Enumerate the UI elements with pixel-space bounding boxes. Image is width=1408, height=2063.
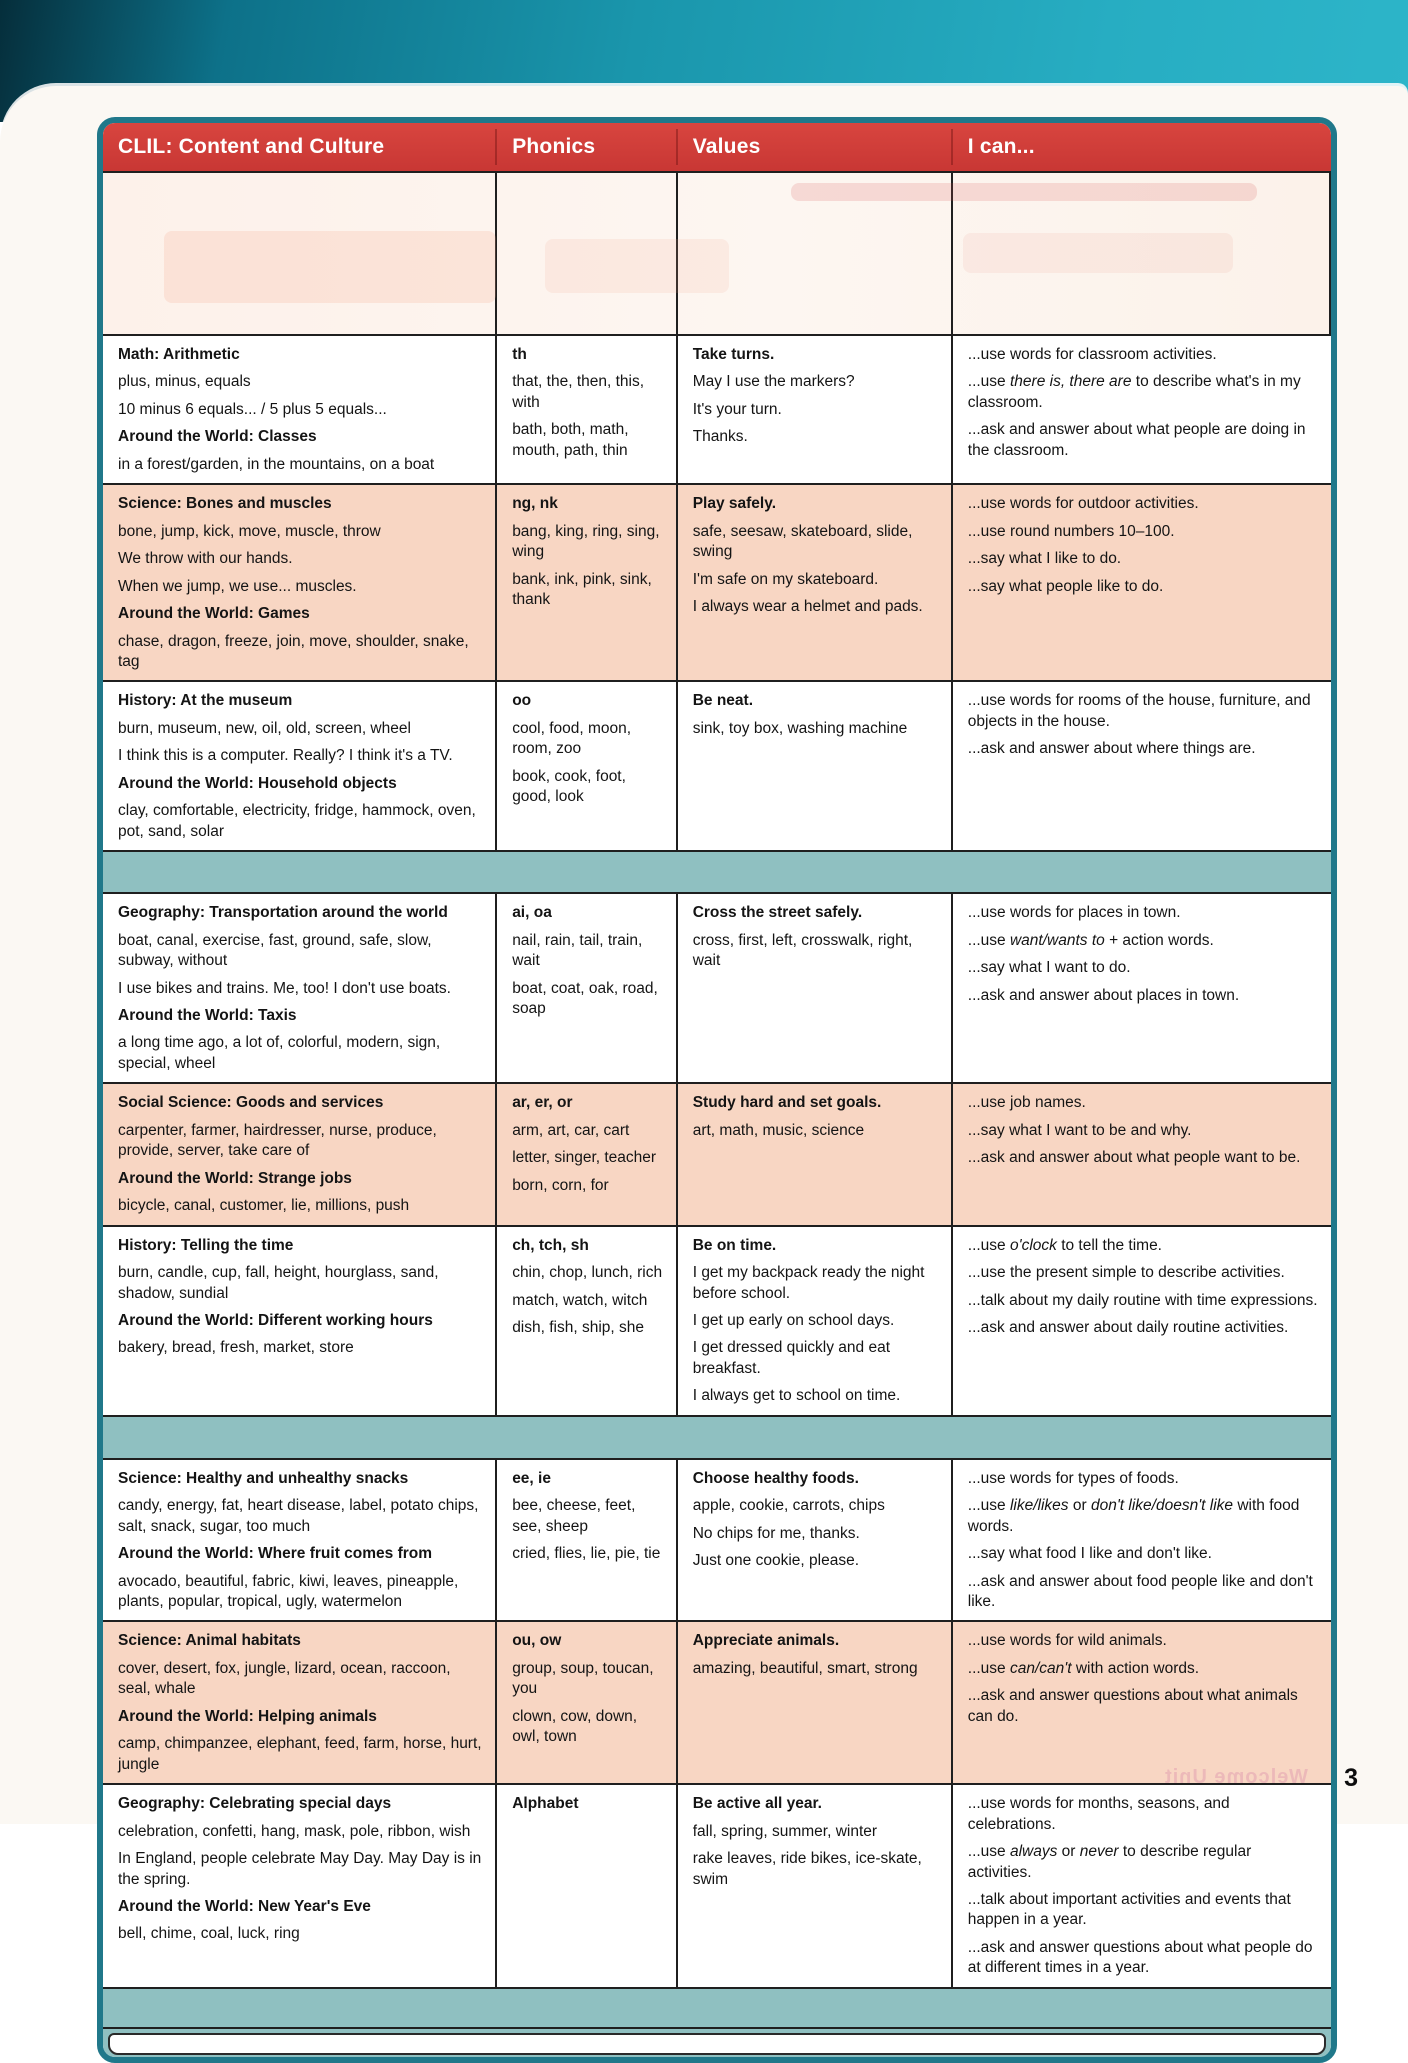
text-line: match, watch, witch xyxy=(512,1291,648,1309)
text-line: ...talk about my daily routine with time expressions. xyxy=(967,1291,1318,1309)
text-line: letter, singer, teacher xyxy=(512,1149,657,1167)
table-header-row xyxy=(103,123,1331,171)
values-cell xyxy=(678,336,953,483)
teal-separator-band xyxy=(103,1987,1331,2027)
text-line: ...ask and answer about what people are doing in the classroom. xyxy=(967,421,1306,459)
text-line: I think this is a computer. Really? I think it's a TV. xyxy=(118,747,453,765)
text-line: ...ask and answer about what people want to be. xyxy=(967,1149,1301,1167)
ican-cell xyxy=(953,682,1331,850)
teal-separator-band xyxy=(103,850,1331,892)
text-line: ...use words for months, seasons, and celebrations. xyxy=(967,1795,1230,1833)
table-row xyxy=(103,483,1331,680)
text-line: cover, desert, fox, jungle, lizard, ocean, raccoon, seal, whale xyxy=(118,1659,451,1698)
text-line: chin, chop, lunch, rich xyxy=(512,1264,663,1282)
text-line: amazing, beautiful, smart, strong xyxy=(692,1659,918,1677)
show-through-footer-text: Welcome Unit xyxy=(1164,1766,1308,1788)
text-line: Around the World: Strange jobs xyxy=(118,1169,352,1187)
clil-cell xyxy=(103,1084,497,1224)
teal-separator-band xyxy=(103,1415,1331,1458)
text-line: dish, fish, ship, she xyxy=(512,1318,645,1336)
values-cell xyxy=(678,894,953,1082)
empty-show-through-row xyxy=(103,171,1331,334)
text-line: History: At the museum xyxy=(118,692,293,710)
ican-cell xyxy=(953,485,1331,680)
text-line: Alphabet xyxy=(512,1795,579,1813)
bottom-strip-inner xyxy=(108,2033,1326,2055)
text-line: bone, jump, kick, move, muscle, throw xyxy=(118,522,381,540)
table-row xyxy=(103,1082,1331,1224)
text-line: I'm safe on my skateboard. xyxy=(692,570,879,588)
text-line: ...use round numbers 10–100. xyxy=(967,522,1175,540)
text-line: bell, chime, coal, luck, ring xyxy=(118,1925,300,1943)
text-line: Study hard and set goals. xyxy=(692,1094,882,1112)
ican-cell xyxy=(953,173,1331,334)
text-line: I always wear a helmet and pads. xyxy=(692,598,923,616)
text-line: cool, food, moon, room, zoo xyxy=(512,719,632,758)
text-line: Be neat. xyxy=(692,692,754,710)
clil-cell xyxy=(103,336,497,483)
text-line: ...use like/likes or don't like/doesn't like with food words. xyxy=(967,1497,1300,1535)
ican-cell xyxy=(953,1460,1331,1621)
text-line: ar, er, or xyxy=(512,1094,573,1112)
text-line: carpenter, farmer, hairdresser, nurse, produce, provide, server, take care of xyxy=(118,1121,437,1160)
text-line: ...use words for classroom activities. xyxy=(967,346,1217,363)
text-line: History: Telling the time xyxy=(118,1236,294,1254)
text-line: ee, ie xyxy=(512,1469,551,1487)
text-line: Around the World: Helping animals xyxy=(118,1707,377,1725)
text-line: ...use o'clock to tell the time. xyxy=(967,1236,1162,1254)
ican-cell xyxy=(953,1227,1331,1415)
text-line: ai, oa xyxy=(512,904,552,922)
text-line: Math: Arithmetic xyxy=(118,346,240,363)
ican-cell xyxy=(953,1622,1331,1783)
text-line: Cross the street safely. xyxy=(692,904,863,922)
text-line: ch, tch, sh xyxy=(512,1236,589,1254)
text-line: ...say what I want to do. xyxy=(967,959,1131,977)
table-row xyxy=(103,1620,1331,1783)
text-line: I get my backpack ready the night before school. xyxy=(692,1264,925,1302)
text-line: th xyxy=(512,346,527,363)
text-line: clown, cow, down, owl, town xyxy=(512,1707,638,1746)
text-line: avocado, beautiful, fabric, kiwi, leaves, pineapple, plants, popular, tropical, ugly, watermelon xyxy=(118,1572,459,1611)
text-line: Appreciate animals. xyxy=(692,1632,840,1650)
phonics-cell xyxy=(497,1622,678,1783)
text-line: Geography: Celebrating special days xyxy=(118,1795,392,1813)
text-line: Around the World: Household objects xyxy=(118,774,397,792)
values-cell xyxy=(678,682,953,850)
text-line: ...say what I want to be and why. xyxy=(967,1121,1192,1139)
clil-cell xyxy=(103,485,497,680)
text-line: ...use words for types of foods. xyxy=(967,1469,1179,1487)
text-line: ...talk about important activities and events that happen in a year. xyxy=(967,1891,1291,1929)
text-line: group, soup, toucan, you xyxy=(512,1659,654,1698)
header-col-clil: CLIL: Content and Culture xyxy=(103,129,497,165)
text-line: ...use there is, there are to describe what's in my classroom. xyxy=(967,373,1301,411)
header-col-ican: I can... xyxy=(967,135,1035,158)
text-line: I always get to school on time. xyxy=(692,1387,901,1405)
text-line: bakery, bread, fresh, market, store xyxy=(118,1339,354,1357)
text-line: Science: Animal habitats xyxy=(118,1632,301,1650)
text-line: burn, candle, cup, fall, height, hourglass, sand, shadow, sundial xyxy=(118,1264,439,1302)
text-line: Be on time. xyxy=(692,1236,777,1254)
header-col-phonics: Phonics xyxy=(497,129,678,165)
text-line: We throw with our hands. xyxy=(118,550,293,568)
text-line: Geography: Transportation around the world xyxy=(118,904,448,922)
values-cell xyxy=(678,1460,953,1621)
text-line: ...ask and answer about where things are. xyxy=(967,740,1256,758)
phonics-cell xyxy=(497,682,678,850)
text-line: May I use the markers? xyxy=(692,373,855,391)
text-line: Around the World: Classes xyxy=(118,428,317,446)
text-line: Play safely. xyxy=(692,495,777,513)
text-line: candy, energy, fat, heart disease, label, potato chips, salt, snack, sugar, too much xyxy=(118,1497,479,1535)
text-line: camp, chimpanzee, elephant, feed, farm, horse, hurt, jungle xyxy=(118,1735,482,1773)
text-line: No chips for me, thanks. xyxy=(692,1524,860,1542)
text-line: Be active all year. xyxy=(692,1795,822,1813)
text-line: ...use words for rooms of the house, furniture, and objects in the house. xyxy=(967,692,1311,730)
values-cell xyxy=(678,1622,953,1783)
text-line: ...use want/wants to + action words. xyxy=(967,931,1214,949)
text-line: that, the, then, this, with xyxy=(512,373,645,411)
text-line: ...use always or never to describe regular activities. xyxy=(967,1843,1252,1881)
text-line: bath, both, math, mouth, path, thin xyxy=(512,421,629,459)
text-line: ...use words for wild animals. xyxy=(967,1632,1167,1650)
text-line: burn, museum, new, oil, old, screen, wheel xyxy=(118,719,411,737)
clil-cell xyxy=(103,1460,497,1621)
text-line: oo xyxy=(512,692,532,710)
text-line: ...say what I like to do. xyxy=(967,550,1122,568)
table-row xyxy=(103,1225,1331,1415)
clil-cell xyxy=(103,682,497,850)
text-line: ng, nk xyxy=(512,495,558,513)
phonics-cell xyxy=(497,894,678,1082)
text-line: Around the World: Where fruit comes from xyxy=(118,1545,433,1563)
ican-cell xyxy=(953,1785,1331,1987)
phonics-cell xyxy=(497,1785,678,1987)
text-line: ...use words for outdoor activities. xyxy=(967,495,1199,513)
text-line: bank, ink, pink, sink, thank xyxy=(512,570,652,609)
text-line: fall, spring, summer, winter xyxy=(692,1822,878,1840)
values-cell xyxy=(678,173,953,334)
text-line: ...ask and answer questions about what people do at different times in a year. xyxy=(967,1938,1313,1977)
text-line: boat, canal, exercise, fast, ground, safe, slow, subway, without xyxy=(118,931,432,970)
text-line: a long time ago, a lot of, colorful, modern, sign, special, wheel xyxy=(118,1034,441,1072)
text-line: ...ask and answer questions about what animals can do. xyxy=(967,1687,1298,1725)
text-line: ...use words for places in town. xyxy=(967,904,1181,922)
text-line: bee, cheese, feet, see, sheep xyxy=(512,1497,636,1535)
text-line: boat, coat, oak, road, soap xyxy=(512,979,658,1017)
phonics-cell xyxy=(497,485,678,680)
table-row xyxy=(103,680,1331,850)
text-line: 10 minus 6 equals... / 5 plus 5 equals... xyxy=(118,400,387,418)
text-line: bang, king, ring, sing, wing xyxy=(512,522,660,561)
text-line: ...say what food I like and don't like. xyxy=(967,1545,1212,1563)
text-line: bicycle, canal, customer, lie, millions, push xyxy=(118,1197,410,1215)
text-line: ...ask and answer about places in town. xyxy=(967,986,1240,1004)
text-line: I get up early on school days. xyxy=(692,1311,895,1329)
text-line: ...use can/can't with action words. xyxy=(967,1659,1200,1677)
text-line: clay, comfortable, electricity, fridge, hammock, oven, pot, sand, solar xyxy=(118,802,476,840)
ican-cell xyxy=(953,336,1331,483)
text-line: I get dressed quickly and eat breakfast. xyxy=(692,1339,891,1377)
ican-cell xyxy=(953,1084,1331,1224)
clil-cell xyxy=(103,173,497,334)
text-line: rake leaves, ride bikes, ice-skate, swim xyxy=(692,1850,922,1888)
text-line: safe, seesaw, skateboard, slide, swing xyxy=(692,522,913,561)
text-line: Around the World: Games xyxy=(118,605,310,623)
header-col-values: Values xyxy=(678,129,953,165)
values-cell xyxy=(678,1084,953,1224)
phonics-cell xyxy=(497,1227,678,1415)
values-cell xyxy=(678,1785,953,1987)
text-line: arm, art, car, cart xyxy=(512,1121,630,1139)
table-row xyxy=(103,1458,1331,1621)
table-row xyxy=(103,1783,1331,1987)
text-line: nail, rain, tail, train, wait xyxy=(512,931,643,970)
clil-cell xyxy=(103,1785,497,1987)
text-line: In England, people celebrate May Day. May Day is in the spring. xyxy=(118,1850,482,1888)
text-line: Around the World: New Year's Eve xyxy=(118,1898,371,1916)
phonics-cell xyxy=(497,1460,678,1621)
text-line: sink, toy box, washing machine xyxy=(692,719,908,737)
text-line: Science: Bones and muscles xyxy=(118,495,332,513)
text-line: celebration, confetti, hang, mask, pole, ribbon, wish xyxy=(118,1822,471,1840)
text-line: plus, minus, equals xyxy=(118,373,251,391)
text-line: ...say what people like to do. xyxy=(967,577,1164,595)
table-body xyxy=(103,171,1331,2057)
text-line: ou, ow xyxy=(512,1632,562,1650)
text-line: ...use the present simple to describe activities. xyxy=(967,1264,1285,1282)
text-line: book, cook, foot, good, look xyxy=(512,767,626,806)
values-cell xyxy=(678,485,953,680)
text-line: Take turns. xyxy=(692,346,775,363)
clil-cell xyxy=(103,1227,497,1415)
text-line: ...ask and answer about daily routine activities. xyxy=(967,1318,1289,1336)
text-line: in a forest/garden, in the mountains, on a boat xyxy=(118,455,435,473)
scope-and-sequence-table xyxy=(97,117,1337,2063)
ican-cell xyxy=(953,894,1331,1082)
phonics-cell xyxy=(497,1084,678,1224)
text-line: ...ask and answer about food people like and don't like. xyxy=(967,1572,1313,1611)
text-line: Around the World: Taxis xyxy=(118,1006,297,1024)
table-row xyxy=(103,334,1331,483)
text-line: Choose healthy foods. xyxy=(692,1469,859,1487)
text-line: cross, first, left, crosswalk, right, wait xyxy=(692,931,913,970)
text-line: When we jump, we use... muscles. xyxy=(118,577,357,595)
page-number: 3 xyxy=(1344,1764,1358,1792)
text-line: chase, dragon, freeze, join, move, shoulder, snake, tag xyxy=(118,632,469,670)
clil-cell xyxy=(103,894,497,1082)
text-line: Just one cookie, please. xyxy=(692,1552,860,1570)
clil-cell xyxy=(103,1622,497,1783)
text-line: Science: Healthy and unhealthy snacks xyxy=(118,1469,409,1487)
text-line: I use bikes and trains. Me, too! I don't use boats. xyxy=(118,979,451,997)
text-line: ...use job names. xyxy=(967,1094,1086,1112)
text-line: Social Science: Goods and services xyxy=(118,1094,384,1112)
text-line: apple, cookie, carrots, chips xyxy=(692,1497,885,1515)
text-line: Thanks. xyxy=(692,428,748,446)
text-line: It's your turn. xyxy=(692,400,782,418)
values-cell xyxy=(678,1227,953,1415)
text-line: Around the World: Different working hours xyxy=(118,1311,433,1329)
bottom-strip xyxy=(103,2027,1331,2057)
table-row xyxy=(103,892,1331,1082)
text-line: art, math, music, science xyxy=(692,1121,865,1139)
text-line: cried, flies, lie, pie, tie xyxy=(512,1545,661,1563)
phonics-cell xyxy=(497,336,678,483)
text-line: born, corn, for xyxy=(512,1176,609,1194)
phonics-cell xyxy=(497,173,678,334)
